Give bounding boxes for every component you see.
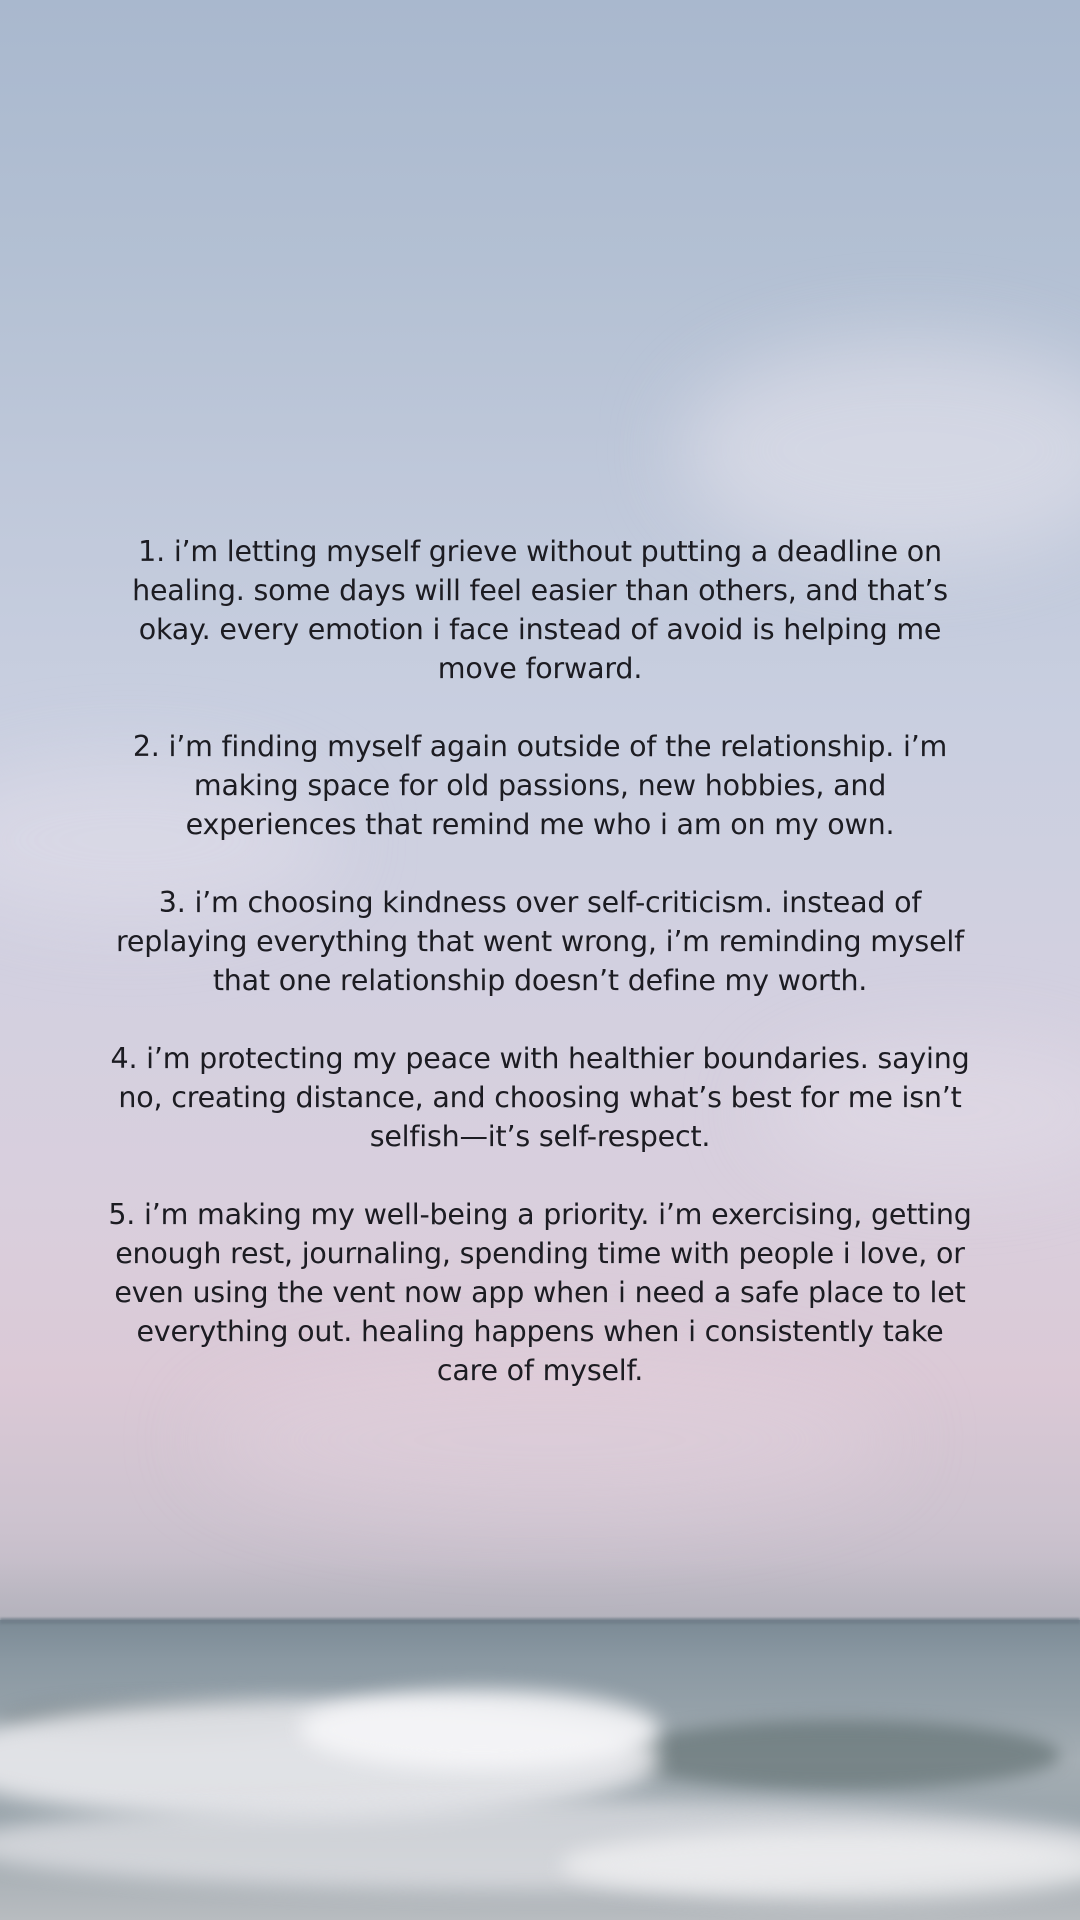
paragraph-number: 5. <box>108 1198 136 1231</box>
affirmation-paragraph <box>108 1195 972 1390</box>
wave-shadow <box>620 1720 1060 1790</box>
paragraph-text: i’m finding myself again outside of the relationship. i’m making space for old passions, new hobbies, and experiences that remind me who i am on my own. <box>168 730 948 841</box>
affirmation-paragraph <box>108 883 972 1000</box>
paragraph-text: i’m letting myself grieve without putting a deadline on healing. some days will feel easier than others, and that’s okay. every emotion i face instead of avoid is helping me move forward. <box>132 535 948 685</box>
paragraph-text: i’m making my well-being a priority. i’m exercising, getting enough rest, journaling, spending time with people i love, or even using the vent now app when i need a safe place to let everything out. healing happens when i consistently take care of myself. <box>114 1198 972 1387</box>
paragraph-number: 1. <box>138 535 165 568</box>
paragraph-number: 2. <box>132 730 160 763</box>
paragraph-text: i’m choosing kindness over self-criticism. instead of replaying everything that went wrong, i’m reminding myself that one relationship doesn’t define my worth. <box>116 886 964 997</box>
affirmations-text <box>108 532 972 1390</box>
paragraph-number: 4. <box>110 1042 138 1075</box>
paragraph-text: i’m protecting my peace with healthier boundaries. saying no, creating distance, and choosing what’s best for me isn’t selfish—it’s self-respect. <box>118 1042 970 1153</box>
affirmation-paragraph <box>108 727 972 844</box>
affirmation-paragraph <box>108 532 972 688</box>
paragraph-number: 3. <box>158 886 186 919</box>
horizon-line <box>0 1618 1080 1624</box>
wave-foam <box>300 1690 660 1770</box>
affirmation-paragraph <box>108 1039 972 1156</box>
